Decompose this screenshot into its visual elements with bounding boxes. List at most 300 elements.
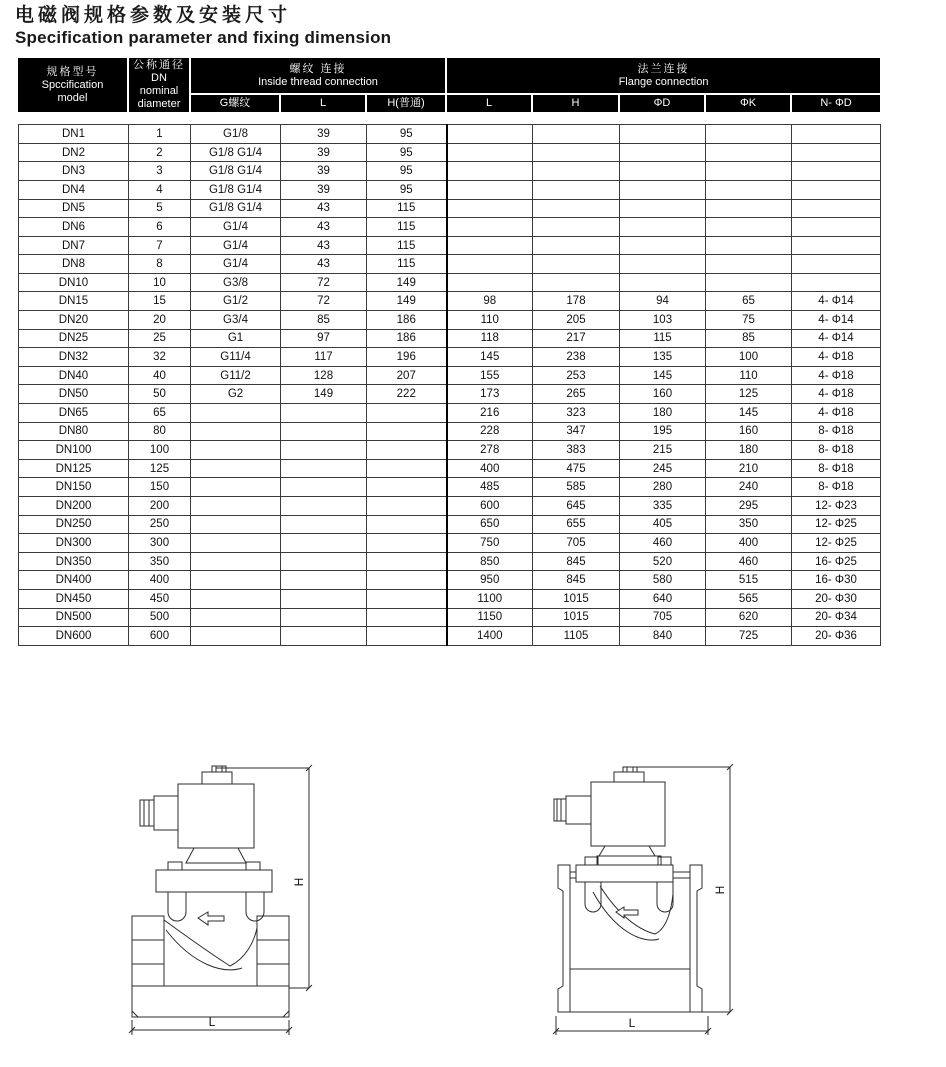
table-cell: 125 <box>706 385 792 404</box>
table-cell: 149 <box>281 385 367 404</box>
table-cell <box>447 143 533 162</box>
table-cell <box>447 125 533 144</box>
table-cell: G3/4 <box>191 311 281 330</box>
table-cell <box>281 441 367 460</box>
table-cell: 186 <box>367 329 447 348</box>
h-dimension-thread <box>216 765 312 991</box>
table-cell: 950 <box>447 571 533 590</box>
table-cell <box>191 515 281 534</box>
table-cell: 750 <box>447 534 533 553</box>
dim-label-l: L <box>208 1015 216 1029</box>
table-cell <box>533 236 620 255</box>
table-cell: 405 <box>620 515 706 534</box>
table-row <box>19 404 881 423</box>
table-cell <box>706 199 792 218</box>
table-cell <box>367 441 447 460</box>
table-cell: 450 <box>129 589 191 608</box>
table-row <box>19 162 881 181</box>
table-cell: 115 <box>367 255 447 274</box>
table-cell: 160 <box>706 422 792 441</box>
table-cell: 128 <box>281 366 367 385</box>
table-cell: 85 <box>706 329 792 348</box>
table-cell: 460 <box>706 552 792 571</box>
spec-table-body <box>19 125 881 646</box>
table-cell: 195 <box>620 422 706 441</box>
table-row <box>19 608 881 627</box>
table-cell <box>620 236 706 255</box>
table-cell: 95 <box>367 180 447 199</box>
table-row <box>19 311 881 330</box>
l-dimension-thread <box>129 1015 292 1035</box>
table-cell: 43 <box>281 236 367 255</box>
valve-body-flanged <box>558 865 702 1012</box>
table-cell: G1/4 <box>191 236 281 255</box>
table-cell: 94 <box>620 292 706 311</box>
table-cell: 1015 <box>533 589 620 608</box>
table-row <box>19 497 881 516</box>
table-cell: 40 <box>129 366 191 385</box>
table-cell: 178 <box>533 292 620 311</box>
table-cell: DN300 <box>19 534 129 553</box>
table-cell: 207 <box>367 366 447 385</box>
table-cell: 4 <box>129 180 191 199</box>
flow-arrow-icon <box>198 912 224 925</box>
table-cell <box>367 422 447 441</box>
table-cell <box>281 422 367 441</box>
table-cell <box>191 552 281 571</box>
table-cell <box>706 236 792 255</box>
table-cell <box>620 199 706 218</box>
table-cell: 245 <box>620 459 706 478</box>
table-cell <box>191 627 281 646</box>
table-row <box>19 329 881 348</box>
table-cell: 75 <box>706 311 792 330</box>
table-cell: DN400 <box>19 571 129 590</box>
table-cell <box>191 608 281 627</box>
table-cell <box>281 459 367 478</box>
table-cell: G1/8 G1/4 <box>191 180 281 199</box>
table-cell <box>281 552 367 571</box>
table-cell: 485 <box>447 478 533 497</box>
table-cell: DN10 <box>19 273 129 292</box>
table-cell <box>792 236 881 255</box>
table-cell: 95 <box>367 143 447 162</box>
table-cell: 15 <box>129 292 191 311</box>
table-cell: 117 <box>281 348 367 367</box>
table-cell: DN200 <box>19 497 129 516</box>
table-cell: 65 <box>706 292 792 311</box>
table-cell: 95 <box>367 125 447 144</box>
table-cell: 39 <box>281 162 367 181</box>
table-cell: 43 <box>281 199 367 218</box>
table-cell: 25 <box>129 329 191 348</box>
table-cell: 1105 <box>533 627 620 646</box>
table-cell: G11/4 <box>191 348 281 367</box>
col-header-thread-l: L <box>280 94 366 112</box>
table-cell <box>281 571 367 590</box>
table-cell: G1/8 G1/4 <box>191 199 281 218</box>
table-cell: 8- Φ18 <box>792 422 881 441</box>
table-cell <box>792 162 881 181</box>
table-cell: 400 <box>706 534 792 553</box>
flow-arrow-icon <box>616 907 638 918</box>
table-cell <box>367 589 447 608</box>
table-cell: 4- Φ18 <box>792 385 881 404</box>
table-cell: 205 <box>533 311 620 330</box>
col-header-flange-l: L <box>446 94 532 112</box>
table-cell: 145 <box>620 366 706 385</box>
table-cell <box>792 199 881 218</box>
table-cell: 705 <box>533 534 620 553</box>
table-cell: 39 <box>281 125 367 144</box>
table-cell: DN3 <box>19 162 129 181</box>
table-cell <box>281 589 367 608</box>
table-cell: DN500 <box>19 608 129 627</box>
table-cell: DN7 <box>19 236 129 255</box>
table-cell: 278 <box>447 441 533 460</box>
table-cell: 350 <box>706 515 792 534</box>
table-cell: 32 <box>129 348 191 367</box>
table-cell: 200 <box>129 497 191 516</box>
table-cell <box>706 255 792 274</box>
table-cell: DN8 <box>19 255 129 274</box>
table-row <box>19 441 881 460</box>
table-cell: 149 <box>367 292 447 311</box>
table-cell: 845 <box>533 552 620 571</box>
table-cell: DN150 <box>19 478 129 497</box>
table-cell <box>706 273 792 292</box>
table-cell: 2 <box>129 143 191 162</box>
table-cell: 238 <box>533 348 620 367</box>
table-cell: 295 <box>706 497 792 516</box>
col-header-flange-h: H <box>532 94 619 112</box>
dimension-drawings <box>0 764 946 1064</box>
table-cell: 280 <box>620 478 706 497</box>
table-cell: 4- Φ14 <box>792 292 881 311</box>
table-cell: 1 <box>129 125 191 144</box>
table-cell: 216 <box>447 404 533 423</box>
table-cell <box>706 218 792 237</box>
table-cell: 228 <box>447 422 533 441</box>
table-cell: 115 <box>620 329 706 348</box>
table-cell <box>620 143 706 162</box>
valve-body-threaded <box>132 912 289 1017</box>
table-cell: 253 <box>533 366 620 385</box>
table-cell: 100 <box>129 441 191 460</box>
table-cell <box>533 143 620 162</box>
table-cell: 460 <box>620 534 706 553</box>
table-cell: 620 <box>706 608 792 627</box>
table-cell: 125 <box>129 459 191 478</box>
table-row <box>19 273 881 292</box>
table-cell <box>533 255 620 274</box>
solenoid-coil <box>554 767 665 865</box>
table-cell: 323 <box>533 404 620 423</box>
table-cell <box>533 199 620 218</box>
table-cell <box>447 236 533 255</box>
table-cell: 655 <box>533 515 620 534</box>
table-cell: 335 <box>620 497 706 516</box>
table-cell <box>447 273 533 292</box>
table-cell: DN2 <box>19 143 129 162</box>
table-cell: DN100 <box>19 441 129 460</box>
table-cell <box>367 552 447 571</box>
table-cell <box>281 608 367 627</box>
table-cell: 110 <box>706 366 792 385</box>
table-cell: 475 <box>533 459 620 478</box>
table-cell: 12- Φ23 <box>792 497 881 516</box>
spec-table-area <box>18 58 880 646</box>
table-cell: 85 <box>281 311 367 330</box>
table-cell <box>706 125 792 144</box>
table-cell: 265 <box>533 385 620 404</box>
table-cell: 215 <box>620 441 706 460</box>
table-cell: 72 <box>281 273 367 292</box>
valve-bonnet <box>156 862 272 921</box>
table-row <box>19 348 881 367</box>
table-cell <box>367 515 447 534</box>
h-dimension-flange <box>636 764 733 1015</box>
page-title-en: Specification parameter and fixing dimension <box>15 27 392 47</box>
table-cell: 600 <box>129 627 191 646</box>
table-cell: G1/4 <box>191 218 281 237</box>
table-cell: 110 <box>447 311 533 330</box>
table-cell <box>533 180 620 199</box>
table-cell <box>367 459 447 478</box>
table-row <box>19 422 881 441</box>
table-cell: DN5 <box>19 199 129 218</box>
table-cell: 850 <box>447 552 533 571</box>
table-cell <box>281 404 367 423</box>
table-row <box>19 589 881 608</box>
table-cell: DN250 <box>19 515 129 534</box>
table-cell: 347 <box>533 422 620 441</box>
table-cell <box>706 162 792 181</box>
col-header-g-thread: G螺纹 <box>190 94 280 112</box>
table-cell: DN50 <box>19 385 129 404</box>
table-cell: 705 <box>620 608 706 627</box>
table-cell: 7 <box>129 236 191 255</box>
table-cell: 145 <box>447 348 533 367</box>
table-cell <box>281 627 367 646</box>
table-cell: 118 <box>447 329 533 348</box>
table-cell <box>792 255 881 274</box>
table-cell: 20 <box>129 311 191 330</box>
table-row <box>19 571 881 590</box>
table-row <box>19 199 881 218</box>
table-cell: 4- Φ18 <box>792 366 881 385</box>
table-cell: 180 <box>620 404 706 423</box>
table-cell: 115 <box>367 218 447 237</box>
table-cell: 217 <box>533 329 620 348</box>
solenoid-coil <box>140 766 254 863</box>
col-header-flange-d: ΦD <box>619 94 705 112</box>
spec-table-header <box>18 58 880 112</box>
table-cell: 95 <box>367 162 447 181</box>
table-cell <box>706 143 792 162</box>
table-cell: 173 <box>447 385 533 404</box>
table-row <box>19 478 881 497</box>
table-cell: 600 <box>447 497 533 516</box>
table-cell: 8- Φ18 <box>792 459 881 478</box>
table-cell <box>367 404 447 423</box>
table-cell <box>191 589 281 608</box>
table-cell: 4- Φ14 <box>792 329 881 348</box>
table-cell <box>792 180 881 199</box>
table-row <box>19 552 881 571</box>
table-cell <box>792 125 881 144</box>
table-cell: 4- Φ14 <box>792 311 881 330</box>
table-cell: 20- Φ34 <box>792 608 881 627</box>
dim-label-l: L <box>628 1016 636 1030</box>
table-cell: G11/2 <box>191 366 281 385</box>
table-cell: G1/8 G1/4 <box>191 162 281 181</box>
table-cell: 585 <box>533 478 620 497</box>
table-cell: DN1 <box>19 125 129 144</box>
table-cell: 300 <box>129 534 191 553</box>
table-cell: 50 <box>129 385 191 404</box>
table-cell: 160 <box>620 385 706 404</box>
table-cell: 43 <box>281 218 367 237</box>
table-cell <box>367 627 447 646</box>
table-cell <box>191 422 281 441</box>
table-cell <box>620 125 706 144</box>
col-header-model: 规格型号 Spccification model <box>18 58 128 112</box>
table-cell: 135 <box>620 348 706 367</box>
table-cell: DN65 <box>19 404 129 423</box>
table-cell <box>367 497 447 516</box>
table-cell: 155 <box>447 366 533 385</box>
table-cell <box>191 404 281 423</box>
dim-label-h: H <box>713 885 727 895</box>
table-cell <box>620 255 706 274</box>
table-cell <box>281 497 367 516</box>
table-row <box>19 236 881 255</box>
table-cell: 65 <box>129 404 191 423</box>
table-row <box>19 385 881 404</box>
table-cell <box>191 459 281 478</box>
col-header-flange-nd: N- ΦD <box>791 94 880 112</box>
table-row <box>19 292 881 311</box>
table-cell: 210 <box>706 459 792 478</box>
table-cell: 645 <box>533 497 620 516</box>
table-cell: DN80 <box>19 422 129 441</box>
table-cell <box>620 162 706 181</box>
table-cell: 8- Φ18 <box>792 441 881 460</box>
table-cell <box>191 571 281 590</box>
table-cell: 115 <box>367 199 447 218</box>
col-group-flange: 法兰连接 Flange connection <box>446 58 880 94</box>
table-row <box>19 218 881 237</box>
table-cell: 20- Φ36 <box>792 627 881 646</box>
table-row <box>19 515 881 534</box>
table-cell: DN20 <box>19 311 129 330</box>
table-cell: DN6 <box>19 218 129 237</box>
col-group-thread: 螺纹 连接 Inside thread connection <box>190 58 446 94</box>
table-row <box>19 366 881 385</box>
table-cell <box>367 534 447 553</box>
table-cell: 16- Φ30 <box>792 571 881 590</box>
table-cell: 250 <box>129 515 191 534</box>
table-cell <box>281 534 367 553</box>
flange-valve-drawing <box>543 764 743 1054</box>
table-cell: G2 <box>191 385 281 404</box>
table-cell: DN450 <box>19 589 129 608</box>
table-cell: 640 <box>620 589 706 608</box>
table-cell: 186 <box>367 311 447 330</box>
col-header-flange-k: ΦK <box>705 94 791 112</box>
table-cell: 149 <box>367 273 447 292</box>
table-cell: 400 <box>447 459 533 478</box>
table-row <box>19 627 881 646</box>
table-cell <box>706 180 792 199</box>
table-cell: 80 <box>129 422 191 441</box>
table-cell <box>533 218 620 237</box>
table-cell: 1015 <box>533 608 620 627</box>
table-cell: 100 <box>706 348 792 367</box>
table-cell: G3/8 <box>191 273 281 292</box>
table-row <box>19 125 881 144</box>
table-cell: 840 <box>620 627 706 646</box>
page-header <box>15 4 946 48</box>
table-cell: DN125 <box>19 459 129 478</box>
table-cell: 725 <box>706 627 792 646</box>
table-cell: G1/8 <box>191 125 281 144</box>
table-cell: 98 <box>447 292 533 311</box>
table-cell: DN350 <box>19 552 129 571</box>
table-cell <box>281 478 367 497</box>
table-cell: 350 <box>129 552 191 571</box>
col-header-dn: 公称通径 DN nominal diameter <box>128 58 190 112</box>
table-cell: DN15 <box>19 292 129 311</box>
table-cell: 580 <box>620 571 706 590</box>
table-cell <box>191 497 281 516</box>
table-cell <box>447 162 533 181</box>
table-cell: 43 <box>281 255 367 274</box>
table-cell <box>620 218 706 237</box>
table-cell: G1/8 G1/4 <box>191 143 281 162</box>
table-cell: 3 <box>129 162 191 181</box>
table-cell: G1 <box>191 329 281 348</box>
table-cell: 196 <box>367 348 447 367</box>
table-row <box>19 255 881 274</box>
table-cell: 103 <box>620 311 706 330</box>
table-cell: 515 <box>706 571 792 590</box>
table-cell <box>533 125 620 144</box>
table-cell: 222 <box>367 385 447 404</box>
table-cell <box>281 515 367 534</box>
table-cell: 12- Φ25 <box>792 515 881 534</box>
table-cell: 650 <box>447 515 533 534</box>
table-cell <box>367 571 447 590</box>
table-cell: 845 <box>533 571 620 590</box>
table-cell: 4- Φ18 <box>792 404 881 423</box>
table-cell: DN40 <box>19 366 129 385</box>
table-cell: 1400 <box>447 627 533 646</box>
dim-label-h: H <box>292 877 306 887</box>
table-cell: G1/2 <box>191 292 281 311</box>
table-cell: 500 <box>129 608 191 627</box>
table-cell <box>792 143 881 162</box>
table-row <box>19 459 881 478</box>
spec-table <box>18 124 881 646</box>
table-cell: DN32 <box>19 348 129 367</box>
table-cell: 240 <box>706 478 792 497</box>
table-cell <box>533 273 620 292</box>
table-cell: 520 <box>620 552 706 571</box>
table-cell <box>191 441 281 460</box>
table-cell: 39 <box>281 180 367 199</box>
